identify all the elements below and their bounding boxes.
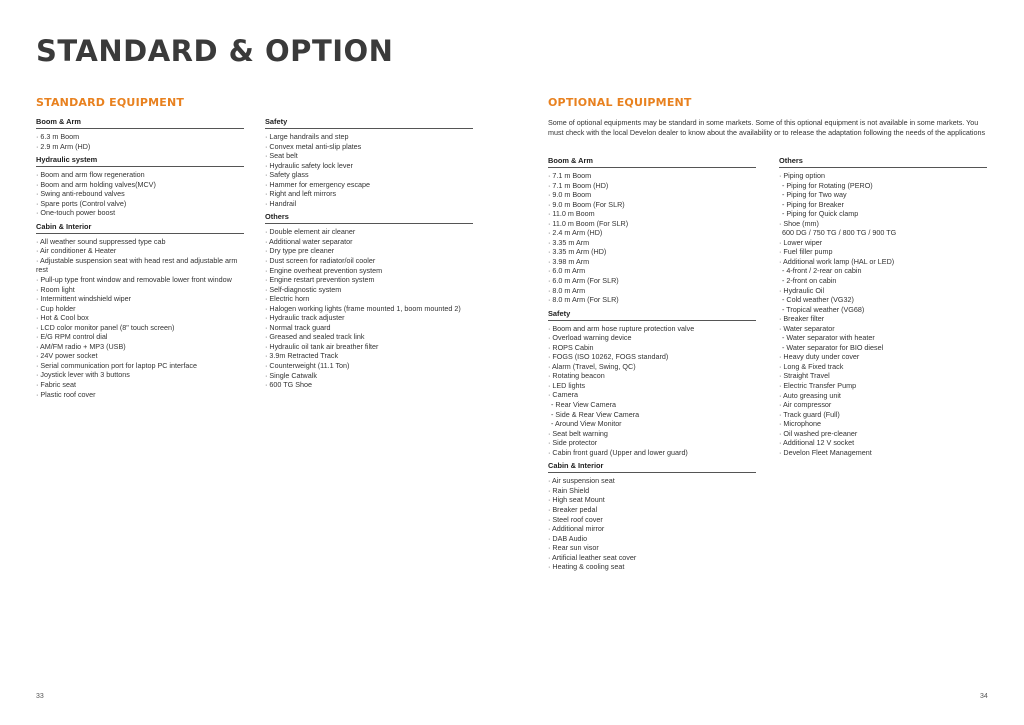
standard-column-1 — [36, 117, 244, 403]
equipment-item: · Room light — [36, 284, 75, 294]
equipment-item: · Camera — [548, 390, 578, 400]
equipment-item: · Rain Shield — [548, 485, 590, 495]
equipment-list — [548, 171, 756, 305]
optional-equipment-heading: OPTIONAL EQUIPMENT — [548, 96, 692, 109]
equipment-item: · Greased and sealed track link — [265, 332, 365, 342]
equipment-item: · Engine restart prevention system — [265, 275, 375, 285]
equipment-item: · Halogen working lights (frame mounted 1, boom mounted 2) — [265, 303, 461, 313]
equipment-item: · 24V power socket — [36, 351, 98, 361]
equipment-item: · LCD color monitor panel (8" touch screen) — [36, 322, 175, 332]
equipment-item: · High seat Mount — [548, 495, 605, 505]
equipment-item: · Hydraulic oil tank air breather filter — [265, 341, 379, 351]
equipment-item: · 8.0 m Arm — [548, 285, 586, 295]
equipment-item: · LED lights — [548, 380, 586, 390]
equipment-item: · Alarm (Travel, Swing, QC) — [548, 361, 636, 371]
equipment-item: - Tropical weather (VG68) — [782, 304, 865, 314]
equipment-item: · Artificial leather seat cover — [548, 552, 637, 562]
page-title: STANDARD & OPTION — [36, 34, 394, 68]
equipment-item: · Rotating beacon — [548, 371, 605, 381]
equipment-item: · Swing anti-rebound valves — [36, 189, 125, 199]
equipment-item: · DAB Audio — [548, 533, 588, 543]
equipment-item: · Rear sun visor — [548, 543, 599, 553]
page-number-left: 33 — [36, 693, 44, 700]
equipment-item: · Serial communication port for laptop PC interface — [36, 360, 197, 370]
equipment-item: · Long & Fixed track — [779, 361, 844, 371]
equipment-item: - Piping for Two way — [782, 190, 847, 200]
equipment-item: - Piping for Rotating (PERO) — [782, 180, 873, 190]
equipment-item: - 2-front on cabin — [782, 276, 837, 286]
category-heading: Others — [265, 212, 473, 224]
equipment-item: - Around View Monitor — [551, 419, 622, 429]
equipment-item: - Rear View Camera — [551, 400, 616, 410]
standard-equipment-heading: STANDARD EQUIPMENT — [36, 96, 185, 109]
equipment-item: · Large handrails and step — [265, 132, 349, 141]
equipment-item: · Heating & cooling seat — [548, 562, 625, 572]
equipment-item: · Joystick lever with 3 buttons — [36, 370, 130, 380]
equipment-item: · All weather sound suppressed type cab — [36, 236, 166, 246]
equipment-item: · Air compressor — [779, 400, 832, 410]
equipment-list — [36, 237, 244, 399]
equipment-item: · ROPS Cabin — [548, 342, 594, 352]
equipment-item: - 4-front / 2-rear on cabin — [782, 266, 862, 276]
equipment-item: - Cold weather (VG32) — [782, 295, 854, 305]
optional-column-2 — [779, 156, 987, 461]
equipment-item: · Boom and arm flow regeneration — [36, 170, 145, 180]
equipment-item: · Electric Transfer Pump — [779, 381, 857, 391]
category-heading: Cabin & Interior — [36, 222, 244, 234]
equipment-item: · Hammer for emergency escape — [265, 179, 371, 189]
equipment-item: · 11.0 m Boom — [548, 209, 595, 219]
equipment-item: · Water separator — [779, 323, 835, 333]
equipment-item: · Hot & Cool box — [36, 313, 89, 323]
equipment-item: · Track guard (Full) — [779, 409, 840, 419]
equipment-item: · 3.35 m Arm — [548, 237, 590, 247]
equipment-item: · Fabric seat — [36, 380, 76, 390]
equipment-item: · AM/FM radio + MP3 (USB) — [36, 341, 126, 351]
equipment-item: · 6.0 m Arm (For SLR) — [548, 276, 619, 286]
equipment-item: · Boom and arm hose rupture protection valve — [548, 323, 695, 333]
equipment-item: · Pull-up type front window and removable lower front window — [36, 275, 232, 285]
equipment-item: · Lower wiper — [779, 237, 823, 247]
equipment-item: · Additional work lamp (HAL or LED) — [779, 256, 895, 266]
equipment-item: · Additional water separator — [265, 236, 353, 246]
equipment-list — [36, 170, 244, 218]
equipment-item: · Double element air cleaner — [265, 227, 356, 237]
equipment-item: - Water separator for BIO diesel — [782, 342, 884, 352]
equipment-item: · Single Catwalk — [265, 370, 317, 380]
equipment-item: · Cabin front guard (Upper and lower guard) — [548, 447, 688, 457]
equipment-item: · 8.0 m Arm (For SLR) — [548, 295, 619, 305]
equipment-item: · 7.1 m Boom — [548, 171, 592, 180]
equipment-item: · 2.9 m Arm (HD) — [36, 141, 91, 151]
equipment-item: · Develon Fleet Management — [779, 447, 872, 457]
equipment-item: · Microphone — [779, 419, 821, 429]
category-heading: Hydraulic system — [36, 155, 244, 167]
equipment-item: · Air suspension seat — [548, 476, 615, 486]
equipment-item: · Counterweight (11.1 Ton) — [265, 361, 350, 371]
equipment-list — [548, 476, 756, 571]
equipment-list — [548, 324, 756, 458]
equipment-item: · Seat belt — [265, 151, 298, 161]
category-heading: Safety — [265, 117, 473, 129]
equipment-item: · Fuel filler pump — [779, 247, 833, 257]
equipment-item: · Electric horn — [265, 294, 310, 304]
equipment-item: 600 DG / 750 TG / 800 TG / 900 TG — [782, 228, 897, 238]
equipment-item: - Water separator with heater — [782, 333, 875, 343]
equipment-item: · FOGS (ISO 10262, FOGS standard) — [548, 352, 669, 362]
equipment-item: · Auto greasing unit — [779, 390, 841, 400]
equipment-item: · Adjustable suspension seat with head rest and adjustable arm rest — [36, 255, 238, 275]
category-heading: Others — [779, 156, 987, 168]
equipment-item: · Hydraulic safety lock lever — [265, 160, 353, 170]
equipment-item: · Steel roof cover — [548, 514, 603, 524]
equipment-list — [265, 227, 473, 389]
equipment-item: · Plastic roof cover — [36, 389, 96, 399]
equipment-list — [36, 132, 244, 151]
equipment-item: · Heavy duty under cover — [779, 352, 860, 362]
equipment-item: · Piping option — [779, 171, 825, 180]
equipment-item: · Self-diagnostic system — [265, 284, 342, 294]
equipment-item: - Piping for Quick clamp — [782, 209, 859, 219]
equipment-item: · Engine overheat prevention system — [265, 265, 383, 275]
equipment-item: · Seat belt warning — [548, 428, 608, 438]
equipment-item: · Shoe (mm) — [779, 218, 819, 228]
equipment-item: · Boom and arm holding valves(MCV) — [36, 179, 156, 189]
equipment-item: · Handrail — [265, 198, 297, 208]
equipment-item: · Air conditioner & Heater — [36, 246, 117, 256]
equipment-item: · 600 TG Shoe — [265, 380, 313, 390]
equipment-item: · Intermittent windshield wiper — [36, 294, 132, 304]
equipment-item: · Dust screen for radiator/oil cooler — [265, 256, 376, 266]
equipment-item: · 3.9m Retracted Track — [265, 351, 339, 361]
equipment-item: · Breaker pedal — [548, 504, 598, 514]
optional-column-1 — [548, 156, 756, 576]
equipment-item: · Right and left mirrors — [265, 189, 337, 199]
equipment-item: · 6.3 m Boom — [36, 132, 80, 141]
equipment-item: · Breaker filter — [779, 314, 825, 324]
equipment-item: · Convex metal anti-slip plates — [265, 141, 362, 151]
equipment-list — [265, 132, 473, 208]
page-number-right: 34 — [980, 693, 988, 700]
category-heading: Cabin & Interior — [548, 461, 756, 473]
equipment-item: · Additional mirror — [548, 524, 605, 534]
equipment-list — [779, 171, 987, 457]
equipment-item: · 3.98 m Arm — [548, 256, 590, 266]
equipment-item: · Side protector — [548, 438, 598, 448]
equipment-item: · Additional 12 V socket — [779, 438, 855, 448]
equipment-item: · Overload warning device — [548, 333, 632, 343]
equipment-item: · Spare ports (Control valve) — [36, 198, 127, 208]
equipment-item: · Cup holder — [36, 303, 76, 313]
equipment-item: - Piping for Breaker — [782, 199, 844, 209]
equipment-item: · 3.35 m Arm (HD) — [548, 247, 607, 257]
equipment-item: · One-touch power boost — [36, 208, 116, 218]
equipment-item: · E/G RPM control dial — [36, 332, 108, 342]
standard-column-2 — [265, 117, 473, 394]
equipment-item: · Oil washed pre-cleaner — [779, 428, 858, 438]
equipment-item: · Normal track guard — [265, 322, 331, 332]
equipment-item: · 9.0 m Boom — [548, 190, 592, 200]
equipment-item: · 6.0 m Arm — [548, 266, 586, 276]
equipment-item: · 11.0 m Boom (For SLR) — [548, 218, 629, 228]
equipment-item: · Hydraulic Oil — [779, 285, 825, 295]
category-heading: Safety — [548, 309, 756, 321]
category-heading: Boom & Arm — [548, 156, 756, 168]
equipment-item: · 7.1 m Boom (HD) — [548, 180, 609, 190]
equipment-item: · Hydraulic track adjuster — [265, 313, 345, 323]
equipment-item: · Dry type pre cleaner — [265, 246, 335, 256]
equipment-item: · Safety glass — [265, 170, 309, 180]
equipment-item: - Side & Rear View Camera — [551, 409, 640, 419]
optional-intro-text: Some of optional equipments may be standard in some markets. Some of this optional equipment is not available in some markets. You must check with the local Develon dealer to know about the availability or to release the adaptation following the needs of the applications — [548, 118, 986, 137]
category-heading: Boom & Arm — [36, 117, 244, 129]
equipment-item: · 9.0 m Boom (For SLR) — [548, 199, 625, 209]
equipment-item: · Straight Travel — [779, 371, 830, 381]
equipment-item: · 2.4 m Arm (HD) — [548, 228, 603, 238]
